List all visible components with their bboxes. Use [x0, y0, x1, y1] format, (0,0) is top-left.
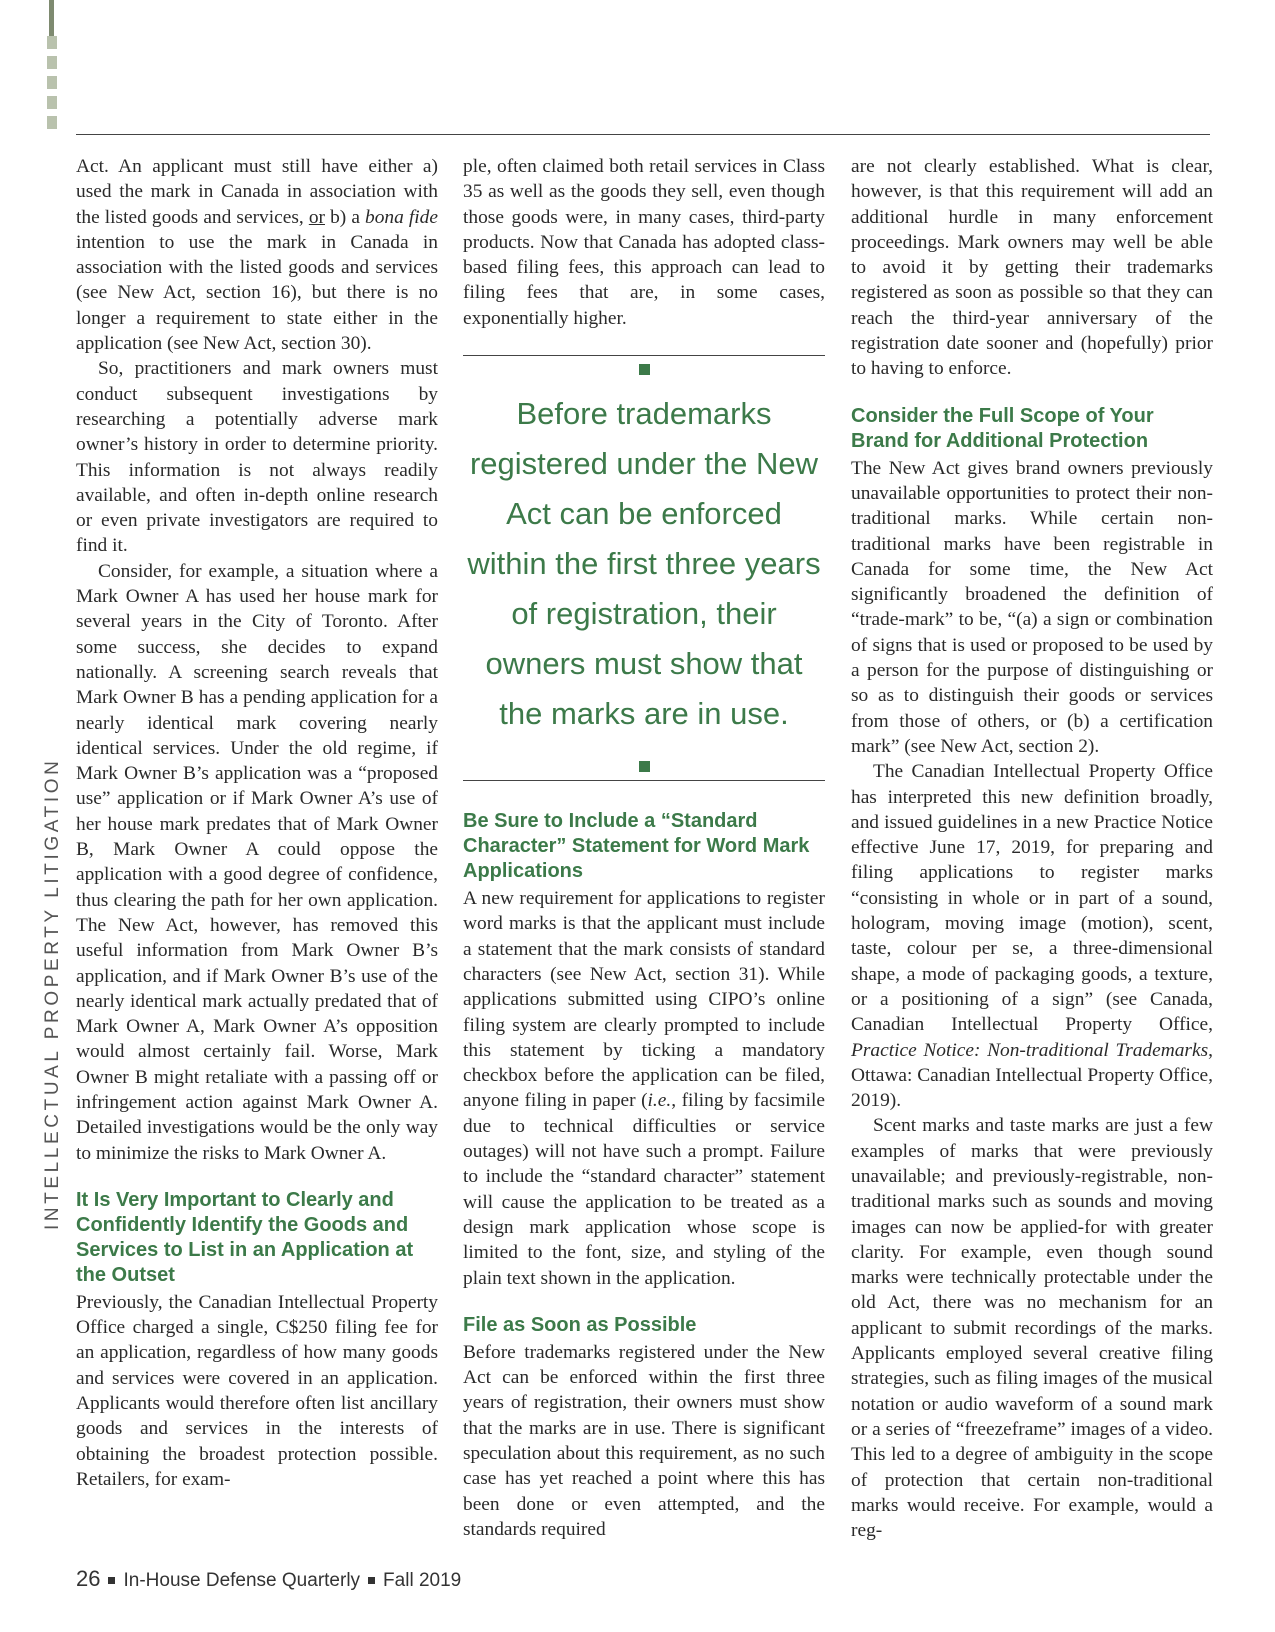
col1-paragraph-1: Act. An applicant must still have either a) used the mark in Canada in association with the listed goods and services, or b) a bona fide intention to use the mark in Canada in association with the listed goods and services (see New Act, section 16), but there is no longer a requirement to state either in the application (see New Act, section 30). — [76, 156, 438, 355]
col2-paragraph-3: Before trademarks registered under the New Act can be enforced within the first three years of registration, their owners must show that the marks are in use. There is significant speculation about this requirement, as no such case has yet reached a point where this has been done or even attempted, and the standards required — [463, 1341, 825, 1540]
col3-paragraph-4: Scent marks and taste marks are just a few examples of marks that were previously unavailable; and previously-registrable, non-traditional marks such as sounds and moving images can now be applied-for with greater clarity. For example, even though sound marks were technically protectable under the old Act, there was no mechanism for an applicant to submit recordings of the marks. Applicants employed several creative filing strategies, such as filing images of the musical notation or audio waveform of a sound mark or a series of “freezeframe” images of a video. This led to a degree of ambiguity in the scope of protection that certain non-traditional marks would receive. For example, would a reg- — [851, 1115, 1213, 1542]
pull-quote — [463, 355, 825, 781]
page-number: 26 — [76, 1566, 101, 1591]
section-side-label: INTELLECTUAL PROPERTY LITIGATION — [42, 757, 63, 1230]
col3-paragraph-3: The Canadian Intellectual Property Office has interpreted this new definition broadly, and issued guidelines in a new Practice Notice effective June 17, 2019, for preparing and filing applications to register marks “consisting in whole or in part of a sound, hologram, moving image (motion), scent, taste, colour per se, a three-dimensional shape, a mode of packaging goods, a texture, or a positioning of a sign” (see Canada, Canadian Intellectual Property Office, Practice Notice: Non-traditional Trademarks, Ottawa: Canadian Intellectual Property Office, 2019). — [851, 761, 1214, 1112]
column-3 — [851, 154, 1213, 1543]
col2-section-heading-2: File as Soon as Possible — [463, 1313, 697, 1336]
col2-paragraph-2: A new requirement for applications to register word marks is that the applicant must include a statement that the mark consists of standard characters (see New Act, section 31). While applications submitted using CIPO’s online filing system are clearly prompted to include this statement by ticking a mandatory checkbox before the application can be filed, anyone filing in paper (i.e., filing by facsimile due to technical difficulties or service outages) will not have such a prompt. Failure to include the “standard character” statement will cause the application to be treated as a design mark application whose scope is limited to the font, size, and styling of the plain text shown in the application. — [463, 888, 825, 1289]
col3-paragraph-1: are not clearly established. What is clear, however, is that this requirement will add an additional hurdle in many enforcement proceedings. Mark owners may well be able to avoid it by getting their trademarks registered as soon as possible so that they can reach the third-year anniversary of the registration date sooner and (hopefully) prior to having to enforce. — [851, 156, 1213, 380]
pull-quote-top-rule — [463, 355, 825, 356]
col1-paragraph-3: Consider, for example, a situation where a Mark Owner A has used her house mark for several years in the City of Toronto. After some success, she decides to expand nationally. A screening search reveals that Mark Owner B has a pending application for a nearly identical mark covering nearly identical services. Under the old regime, if Mark Owner B’s application was a “proposed use” application or if Mark Owner A’s use of her house mark predates that of Mark Owner B, Mark Owner A could oppose the application with a good degree of confidence, thus clearing the path for her own application. The New Act, however, has removed this useful information from Mark Owner B’s application, and if Mark Owner B’s use of the nearly identical mark actually predated that of Mark Owner A, Mark Owner A’s opposition would almost certainly fail. Worse, Mark Owner B might retaliate with a passing off or infringement action against Mark Owner A. Detailed investigations would be the only way to minimize the risks to Mark Owner A. — [76, 560, 438, 1164]
pull-quote-bottom-rule — [463, 780, 825, 781]
bullet-icon — [368, 1577, 375, 1584]
page-footer — [76, 1566, 461, 1592]
publication-name: In-House Defense Quarterly — [123, 1570, 361, 1591]
issue-label: Fall 2019 — [383, 1570, 462, 1591]
bullet-icon — [108, 1577, 115, 1584]
col1-paragraph-4: Previously, the Canadian Intellectual Property Office charged a single, C$250 filing fee for an application, regardless of how many goods and services were covered in an application. Applicants would therefore often list ancillary goods and services in the interests of obtaining the broadest protection possible. Retailers, for exam- — [76, 1291, 438, 1490]
column-2 — [463, 154, 825, 1542]
pull-quote-square-icon — [639, 364, 650, 375]
pull-quote-text: Before trademarks registered under the New Act can be enforced within the first three years of registration, their owners must show that the marks are in use. — [467, 396, 821, 732]
col1-paragraph-2: So, practitioners and mark owners must conduct subsequent investigations by researching a potentially adverse mark owner’s history in order to determine priority. This information is not always readily available, and often in-depth online research or even private investigators are required to find it. — [76, 358, 438, 557]
col3-section-heading: Consider the Full Scope of Your Brand for Additional Protection — [851, 404, 1154, 452]
col2-section-heading-1: Be Sure to Include a “Standard Character” Statement for Word Mark Applications — [463, 810, 810, 883]
pull-quote-square-icon — [639, 761, 650, 772]
top-rule — [76, 134, 1210, 135]
col3-paragraph-2: The New Act gives brand owners previously unavailable opportunities to protect their non-traditional marks. While certain non-traditional marks have been registrable in Canada for some time, the New Act significantly broadened the definition of “trade-mark” to be, “(a) a sign or combination of signs that is used or proposed to be used by a person for the purpose of distinguishing or so as to distinguish their goods or services from those of others, or (b) a certification mark” (see New Act, section 2). — [851, 457, 1213, 757]
column-1 — [76, 154, 438, 1492]
decorative-side-rail — [44, 0, 62, 145]
col1-section-heading: It Is Very Important to Clearly and Confidently Identify the Goods and Services to List in an Application at the Outset — [76, 1188, 414, 1286]
col2-paragraph-1: ple, often claimed both retail services in Class 35 as well as the goods they sell, even though those goods were, in many cases, third-party products. Now that Canada has adopted class-based filing fees, this approach can lead to filing fees that are, in some cases, exponentially higher. — [463, 156, 825, 329]
